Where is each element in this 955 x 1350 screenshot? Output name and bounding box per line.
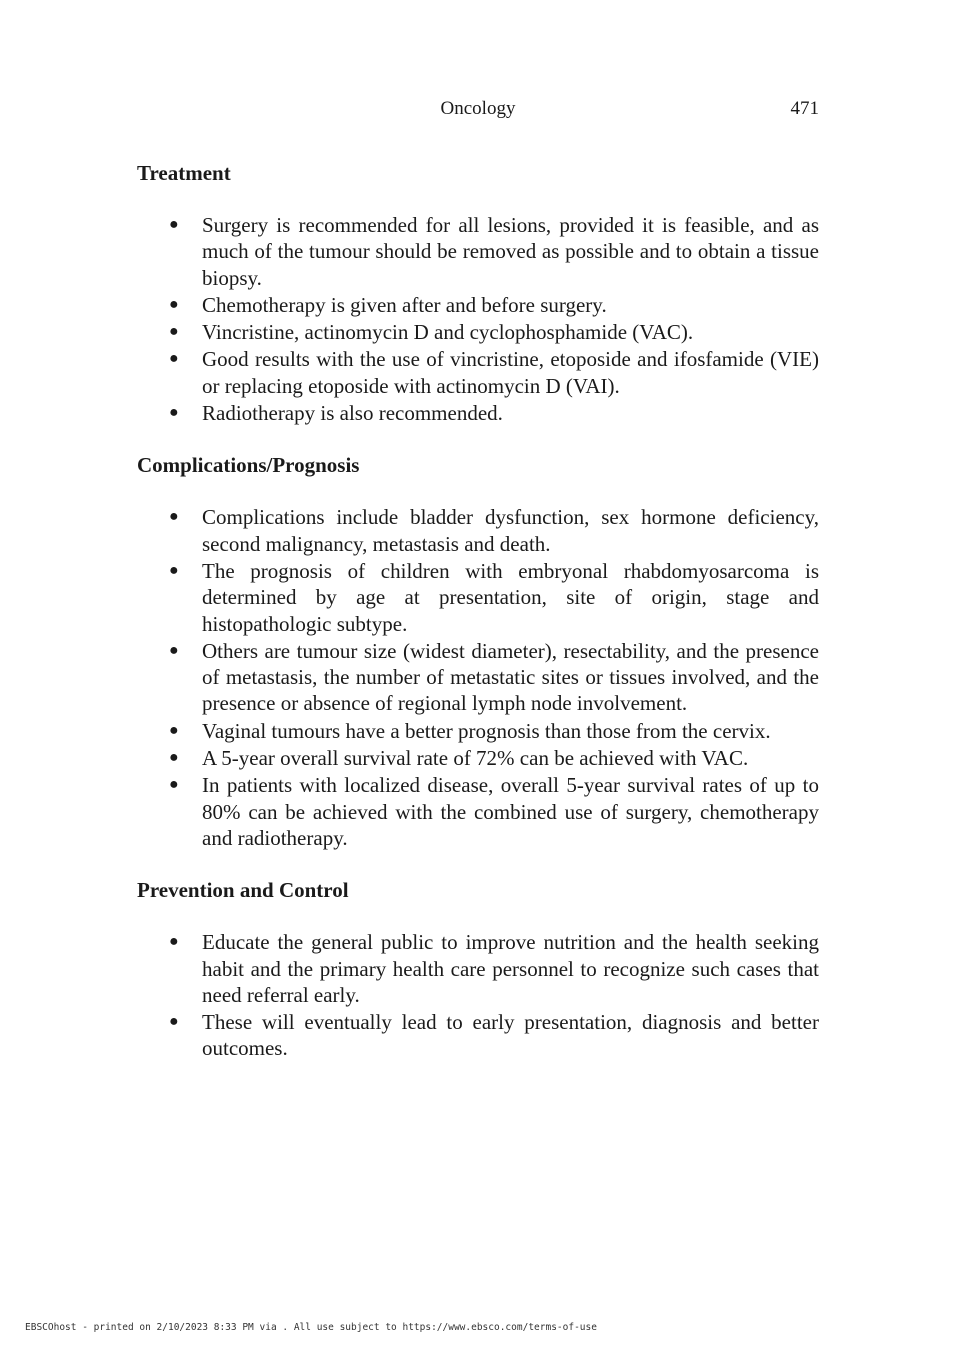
bullet-icon: ● [169,350,179,368]
section-heading: Complications/Prognosis [137,453,360,478]
bullet-icon: ● [169,776,179,794]
list-item: ● Chemotherapy is given after and before surgery. [169,292,607,317]
bullet-icon: ● [169,404,179,422]
bullet-icon: ● [169,508,179,526]
bullet-icon: ● [169,721,179,739]
running-title: Oncology [440,98,516,119]
list-item: ● A 5-year overall survival rate of 72% can be achieved with VAC. [169,746,749,771]
bullet-icon: ● [169,933,179,951]
list-item: ● Good results with the use of vincristine, etoposide and ifosfamide (VIE) or replacing etoposide with actinomycin D (VAI). [169,347,819,398]
bullet-list [137,504,819,851]
bullet-icon: ● [169,323,179,341]
list-item: ● In patients with localized disease, overall 5-year survival rates of up to 80% can be achieved with the combined use of surgery, chemotherapy and radiotherapy. [169,773,819,850]
list-item: ● Vincristine, actinomycin D and cyclophosphamide (VAC). [169,320,694,345]
list-item: ● Vaginal tumours have a better prognosis than those from the cervix. [169,718,771,743]
list-item: ● Others are tumour size (widest diameter), resectability, and the presence of metastasis, the number of metastatic sites or tissues involved, and the presence or absence of regional lymph node involvement. [169,638,819,716]
page-body [137,160,819,1088]
bullet-icon: ● [169,641,179,659]
print-footer: EBSCOhost - printed on 2/10/2023 8:33 PM via . All use subject to https://www.ebsco.com/terms-of-use [25,1322,597,1333]
list-item: ● The prognosis of children with embryonal rhabdomyosarcoma is determined by age at presentation, site of origin, stage and histopathologic subtype. [169,558,819,636]
running-header [137,96,819,122]
list-item: ● Complications include bladder dysfunction, sex hormone deficiency, second malignancy, metastasis and death. [169,505,819,556]
section-treatment [137,160,819,426]
page-number: 471 [790,98,819,119]
list-item: ● These will eventually lead to early presentation, diagnosis and better outcomes. [169,1010,819,1061]
section-heading: Prevention and Control [137,878,349,903]
bullet-icon: ● [169,749,179,767]
list-item: ● Educate the general public to improve nutrition and the health seeking habit and the primary health care personnel to recognize such cases that need referral early. [169,930,819,1007]
list-item: ● Radiotherapy is also recommended. [169,401,503,426]
bullet-icon: ● [169,1013,179,1031]
bullet-icon: ● [169,295,179,313]
bullet-list [137,212,819,426]
section-complications-prognosis [137,452,819,851]
bullet-list [137,929,819,1061]
section-heading: Treatment [137,161,231,185]
section-prevention-control [137,877,819,1061]
list-item: ● Surgery is recommended for all lesions, provided it is feasible, and as much of the tumour should be removed as possible and to obtain a tissue biopsy. [169,213,819,290]
bullet-icon: ● [169,216,179,233]
bullet-icon: ● [169,561,179,579]
